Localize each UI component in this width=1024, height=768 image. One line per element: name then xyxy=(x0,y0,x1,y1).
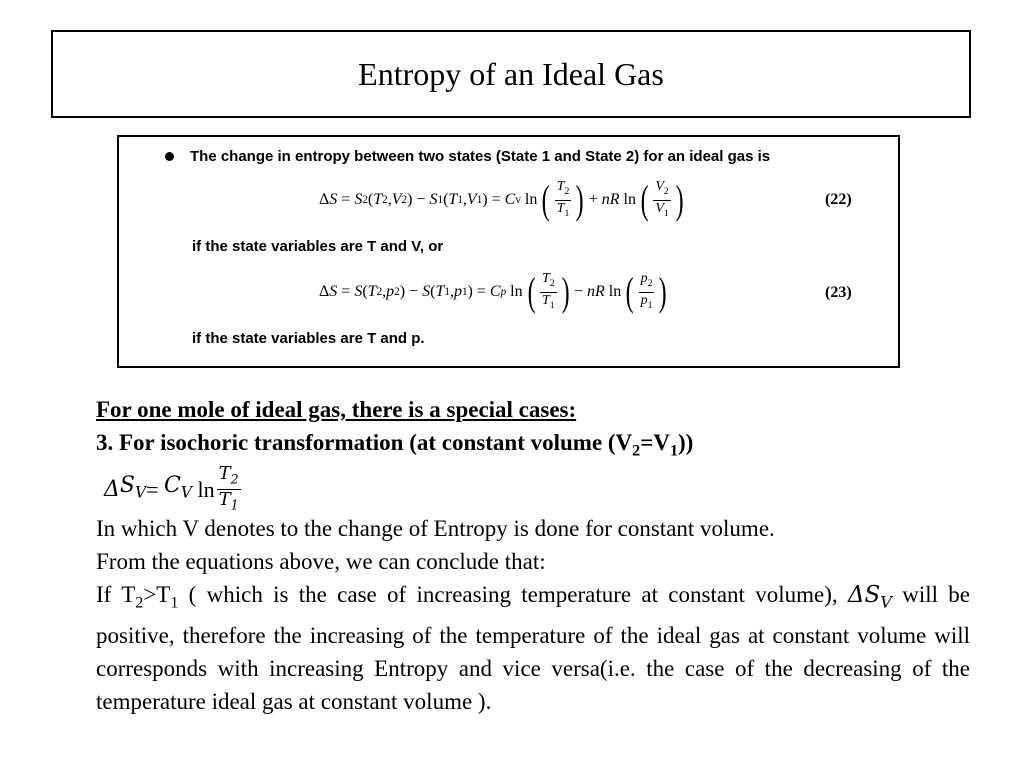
equation-image-box xyxy=(117,135,900,368)
text-line-1: In which V denotes to the change of Entropy is done for constant volume. xyxy=(96,515,775,541)
slide-body xyxy=(96,393,970,718)
title-box xyxy=(51,30,971,118)
slide-title: Entropy of an Ideal Gas xyxy=(358,55,664,92)
text-line-2: From the equations above, we can conclude that: xyxy=(96,548,546,574)
equation-intro xyxy=(165,148,770,165)
case-title: 3. For isochoric transformation (at constant volume $(V_2=V_1)$) xyxy=(96,430,694,460)
equation-23: Δ S = S ( T 2 , p 2 ) − S ( T 1 , p 1 ) = C p ln ( $\frac{T_2}{T_1}$ ) − nR ln ( $\frac{p_2}{p_1}$ ) xyxy=(319,269,668,314)
bullet-icon xyxy=(165,152,174,161)
condition-tp: if the state variables are T and p. xyxy=(192,330,425,347)
equation-23-number: (23) xyxy=(825,284,852,301)
isochoric-formula: Δ $S_V$ = $C_V$ ln $T_2$ $T_1$ xyxy=(104,462,239,513)
condition-tv: if the state variables are T and V, or xyxy=(192,238,444,255)
equation-intro-text: The change in entropy between two states (State 1 and State 2) for an ideal gas is xyxy=(190,148,771,165)
equation-22: Δ S = S 2 ( T 2 , V 2 ) − S 1 ( T 1 , V 1 ) = C v ln ( $\frac{T_2}{T_1}$ ) + nR ln ( $\frac{V_2}{V_1}$ ) xyxy=(319,177,684,222)
conclusion-paragraph: If $T_2>T_1$ ( which is the case of increasing temperature at constant volume), $\Delta S_V$ will be positive, therefore the increasing of the temperature of the ideal gas at constant volume will corresponds with increasing Entropy and vice versa(i.e. the case of the decreasing of the temperature ideal gas at constant volume ). xyxy=(96,581,970,715)
section-heading: For one mole of ideal gas, there is a special cases: xyxy=(96,397,577,422)
equation-22-number: (22) xyxy=(825,191,852,208)
